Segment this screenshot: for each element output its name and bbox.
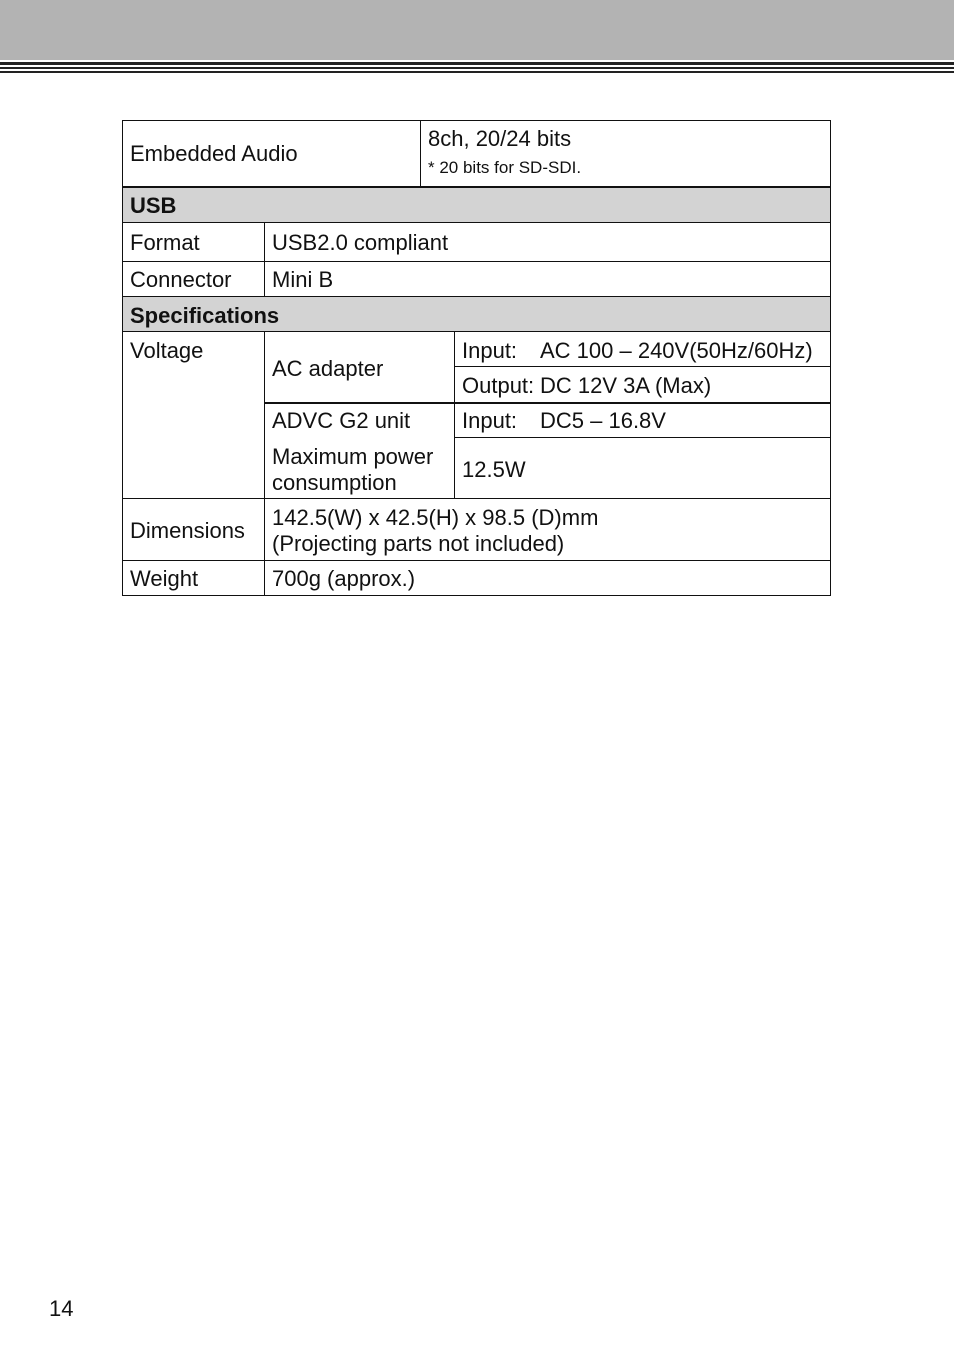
table-border (122, 595, 831, 596)
dimensions-value-line2: (Projecting parts not included) (272, 531, 565, 556)
row-divider (454, 366, 831, 367)
row-divider (122, 296, 831, 297)
row-divider (122, 261, 831, 262)
column-divider (420, 120, 421, 187)
row-divider (122, 222, 831, 223)
embedded-audio-value: 8ch, 20/24 bits (428, 126, 572, 151)
row-divider (122, 186, 831, 188)
table-border (830, 120, 831, 596)
header-rule (0, 67, 954, 69)
usb-connector-value: Mini B (272, 267, 334, 292)
row-divider (122, 498, 831, 499)
max-power-label-line1: Maximum power (272, 444, 434, 469)
ac-adapter-label: AC adapter (272, 356, 384, 381)
column-divider (454, 331, 455, 499)
ac-input-value: AC 100 – 240V(50Hz/60Hz) (540, 338, 813, 363)
unit-label: ADVC G2 unit (272, 408, 411, 433)
row-divider (122, 560, 831, 561)
header-band (0, 0, 954, 60)
page-number: 14 (49, 1296, 74, 1321)
ac-input-label: Input: (462, 338, 518, 363)
embedded-audio-label: Embedded Audio (130, 141, 298, 166)
unit-input-label: Input: (462, 408, 518, 433)
weight-label: Weight (130, 566, 199, 591)
header-rule (0, 71, 954, 73)
column-divider (264, 222, 265, 297)
table-border (122, 120, 123, 596)
usb-format-value: USB2.0 compliant (272, 230, 449, 255)
weight-value: 700g (approx.) (272, 566, 416, 591)
header-rule (0, 62, 954, 65)
dimensions-label: Dimensions (130, 518, 245, 543)
section-heading-specifications: Specifications (130, 303, 280, 328)
section-shade-usb (123, 187, 830, 222)
row-divider (454, 437, 831, 438)
embedded-audio-note: * 20 bits for SD-SDI. (428, 158, 582, 177)
dimensions-value-line1: 142.5(W) x 42.5(H) x 98.5 (D)mm (272, 505, 599, 530)
usb-connector-label: Connector (130, 267, 232, 292)
voltage-label: Voltage (130, 338, 204, 363)
max-power-value: 12.5W (462, 457, 526, 482)
column-divider (264, 331, 265, 596)
max-power-label-line2: consumption (272, 470, 397, 495)
unit-input-value: DC5 – 16.8V (540, 408, 666, 433)
ac-output-label: Output: (462, 373, 535, 398)
table-border (122, 120, 831, 121)
usb-format-label: Format (130, 230, 200, 255)
row-divider (264, 402, 831, 404)
ac-output-value: DC 12V 3A (Max) (540, 373, 712, 398)
section-heading-usb: USB (130, 193, 177, 218)
row-divider (122, 331, 831, 332)
